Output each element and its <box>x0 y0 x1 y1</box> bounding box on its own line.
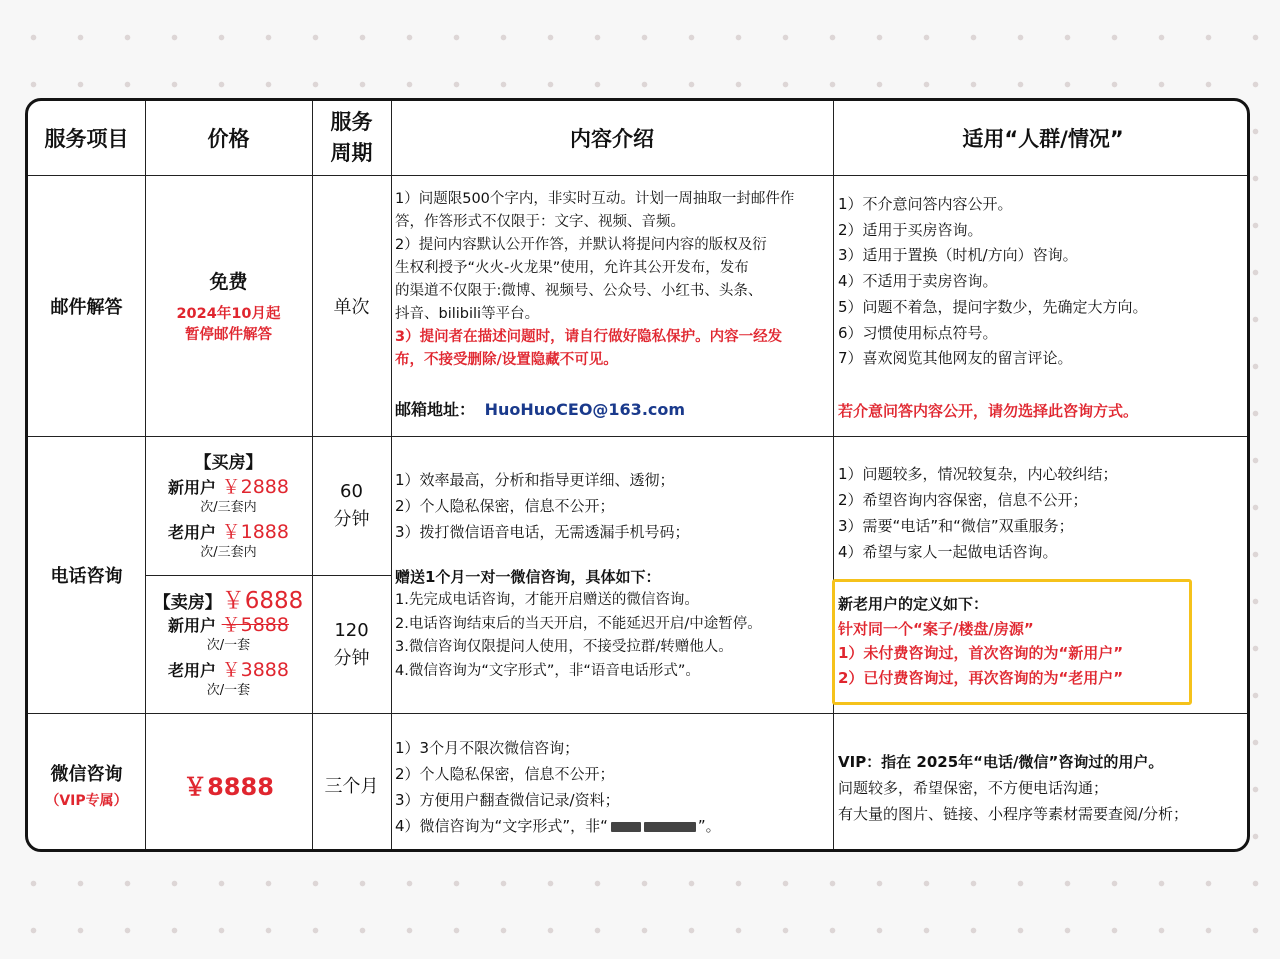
header-content <box>391 101 833 175</box>
sell-promo-price: ￥6888 <box>221 588 304 614</box>
sell-old-label: 老用户 <box>168 661 217 680</box>
buy-old-value: ￥1888 <box>221 521 289 543</box>
phone-gift-item: 4.微信咨询为“文字形式”，非“语音电话形式”。 <box>395 662 700 679</box>
sell-period-number: 120 <box>334 619 369 641</box>
email-audience <box>838 192 1250 423</box>
phone-service-name <box>28 437 145 713</box>
email-service-name <box>28 176 145 436</box>
buy-old-unit: 次/三套内 <box>200 545 257 560</box>
phone-gift-item: 1.先完成电话咨询，才能开启赠送的微信咨询。 <box>395 592 699 608</box>
email-price: 免费 <box>209 270 248 293</box>
header-period <box>312 101 391 175</box>
email-audience-line: 6）习惯使用标点符号。 <box>838 323 998 342</box>
wechat-service-name <box>28 714 145 852</box>
email-period <box>312 176 391 436</box>
definition-line: 针对同一个“案子/楼盘/房源” <box>838 619 1034 638</box>
wechat-content-prefix: 4）微信咨询为“文字形式”，非“ <box>395 817 608 835</box>
email-content-line: 答，作答形式不仅限于：文字、视频、音频。 <box>395 214 685 230</box>
buy-new-unit: 次/三套内 <box>200 500 257 515</box>
phone-audience <box>838 461 1250 565</box>
phone-audience-line: 3）需要“电话”和“微信”双重服务； <box>838 517 1074 535</box>
sell-old-value: ￥3888 <box>221 659 289 681</box>
phone-audience-line: 1）问题较多，情况较复杂，内心较纠结； <box>838 465 1118 483</box>
header-audience-label: 适用“人群/情况” <box>962 127 1124 151</box>
wechat-vip-tag: （VIP专属） <box>45 792 128 809</box>
sell-old-unit: 次/一套 <box>206 683 251 698</box>
email-privacy-warning: 布，不接受删除/设置隐藏不可见。 <box>395 352 618 368</box>
sell-new-price <box>168 614 289 637</box>
email-audience-line: 2）适用于买房咨询。 <box>838 220 983 239</box>
header-service-label: 服务项目 <box>44 127 129 151</box>
email-address-line <box>395 398 829 421</box>
email-content-line: 生权利授予“火火-火龙果”使用，允许其公开发布，发布 <box>395 260 749 276</box>
wechat-content-suffix: ”。 <box>697 817 721 835</box>
definition-line: 2）已付费咨询过，再次咨询的为“老用户” <box>838 668 1124 687</box>
sell-new-label: 新用户 <box>168 616 217 635</box>
wechat-audience <box>838 749 1250 827</box>
redaction-mark <box>644 822 696 832</box>
email-address-link[interactable]: HuoHuoCEO@163.com <box>484 400 686 419</box>
wechat-audience-line: 问题较多，希望保密，不方便电话沟通； <box>838 779 1109 797</box>
buy-period-unit: 分钟 <box>333 509 370 530</box>
email-privacy-warning: 3）提问者在描述问题时，请自行做好隐私保护。内容一经发 <box>395 329 783 345</box>
wechat-name-label: 微信咨询 <box>50 763 123 785</box>
header-service <box>28 101 145 175</box>
wechat-audience-line: 有大量的图片、链接、小程序等素材需要查阅/分析； <box>838 805 1189 823</box>
header-period-line2: 周期 <box>330 141 373 165</box>
buy-title: 【买房】 <box>194 453 263 473</box>
wechat-content-line: 1）3个月不限次微信咨询； <box>395 739 580 757</box>
header-period-line1: 服务 <box>330 110 373 134</box>
email-content-line: 抖音、bilibili等平台。 <box>395 306 540 322</box>
phone-sell-price-cell <box>145 579 312 711</box>
email-content <box>395 188 829 421</box>
definition-title: 新老用户的定义如下： <box>838 595 989 613</box>
service-table <box>25 98 1250 852</box>
definition-line: 1）未付费咨询过，首次咨询的为“新用户” <box>838 644 1124 662</box>
email-pause-line1: 2024年10月起 <box>176 305 281 322</box>
sell-period-unit: 分钟 <box>333 647 370 669</box>
sell-new-value-struck: ￥5888 <box>221 614 289 636</box>
email-content-line: 1）问题限500个字内，非实时互动。计划一周抽取一封邮件作 <box>395 191 795 207</box>
phone-sell-period <box>312 576 391 713</box>
phone-gift-item: 2.电话咨询结束后的当天开启，不能延迟开启/中途暂停。 <box>395 615 762 632</box>
phone-gift-title: 赠送1个月一对一微信咨询，具体如下： <box>395 568 661 586</box>
phone-content <box>395 467 829 683</box>
email-audience-warning: 若介意问答内容公开，请勿选择此咨询方式。 <box>838 401 1139 420</box>
user-definition-text <box>838 592 1188 690</box>
buy-old-label: 老用户 <box>168 523 217 542</box>
wechat-content <box>395 735 829 839</box>
header-content-label: 内容介绍 <box>570 127 654 151</box>
buy-new-value: ￥2888 <box>221 476 289 498</box>
row-divider <box>28 436 1247 437</box>
email-content-line: 2）提问内容默认公开作答，并默认将提问内容的版权及衍 <box>395 237 767 253</box>
wechat-audience-title: VIP：指在 2025年“电话/微信”咨询过的用户。 <box>838 753 1164 771</box>
email-pause-line2: 暂停邮件解答 <box>185 326 272 343</box>
phone-audience-line: 2）希望咨询内容保密，信息不公开； <box>838 491 1088 509</box>
sell-title-line <box>154 590 304 614</box>
column-divider <box>391 101 392 849</box>
column-divider <box>833 101 834 849</box>
sell-old-price <box>168 659 289 682</box>
buy-old-price <box>168 521 289 544</box>
phone-content-line: 2）个人隐私保密，信息不公开； <box>395 497 615 515</box>
email-audience-line: 1）不介意问答内容公开。 <box>838 195 1013 213</box>
email-audience-line: 7）喜欢阅览其他网友的留言评论。 <box>838 349 1073 368</box>
phone-gift-item: 3.微信咨询仅限提问人使用，不接受拉群/转赠他人。 <box>395 639 733 655</box>
sell-new-unit: 次/一套 <box>206 638 251 653</box>
email-content-line: 的渠道不仅限于:微博、视频号、公众号、小红书、头条、 <box>395 283 763 299</box>
header-price-label: 价格 <box>207 127 250 151</box>
email-audience-line: 3）适用于置换（时机/方向）咨询。 <box>838 246 1078 265</box>
buy-new-price <box>168 476 289 499</box>
header-price <box>145 101 312 175</box>
wechat-price-cell <box>145 714 312 852</box>
sell-title: 【卖房】 <box>153 593 222 613</box>
email-address-label: 邮箱地址： <box>395 400 476 419</box>
phone-name-label: 电话咨询 <box>50 566 123 587</box>
buy-new-label: 新用户 <box>168 478 217 497</box>
buy-period-number: 60 <box>340 481 363 502</box>
redaction-mark <box>611 822 641 832</box>
email-price-cell <box>145 176 312 436</box>
wechat-period <box>312 714 391 852</box>
wechat-content-line: 2）个人隐私保密，信息不公开； <box>395 765 615 783</box>
email-audience-line: 4）不适用于卖房咨询。 <box>838 272 998 291</box>
email-period-label: 单次 <box>333 297 370 318</box>
email-name-label: 邮件解答 <box>50 297 123 318</box>
header-audience <box>833 101 1250 175</box>
email-audience-line: 5）问题不着急，提问字数少，先确定大方向。 <box>838 297 1148 316</box>
phone-content-line: 1）效率最高，分析和指导更详细、透彻； <box>395 471 675 489</box>
phone-buy-price-cell <box>145 441 312 573</box>
phone-content-line: 3）拨打微信语音电话，无需透漏手机号码； <box>395 523 690 541</box>
wechat-price: ￥8888 <box>183 773 274 801</box>
wechat-content-line: 3）方便用户翻查微信记录/资料； <box>395 791 620 809</box>
wechat-content-line-redacted <box>395 813 829 839</box>
phone-audience-line: 4）希望与家人一起做电话咨询。 <box>838 543 1058 561</box>
phone-buy-period <box>312 437 391 575</box>
wechat-period-label: 三个月 <box>324 775 379 797</box>
